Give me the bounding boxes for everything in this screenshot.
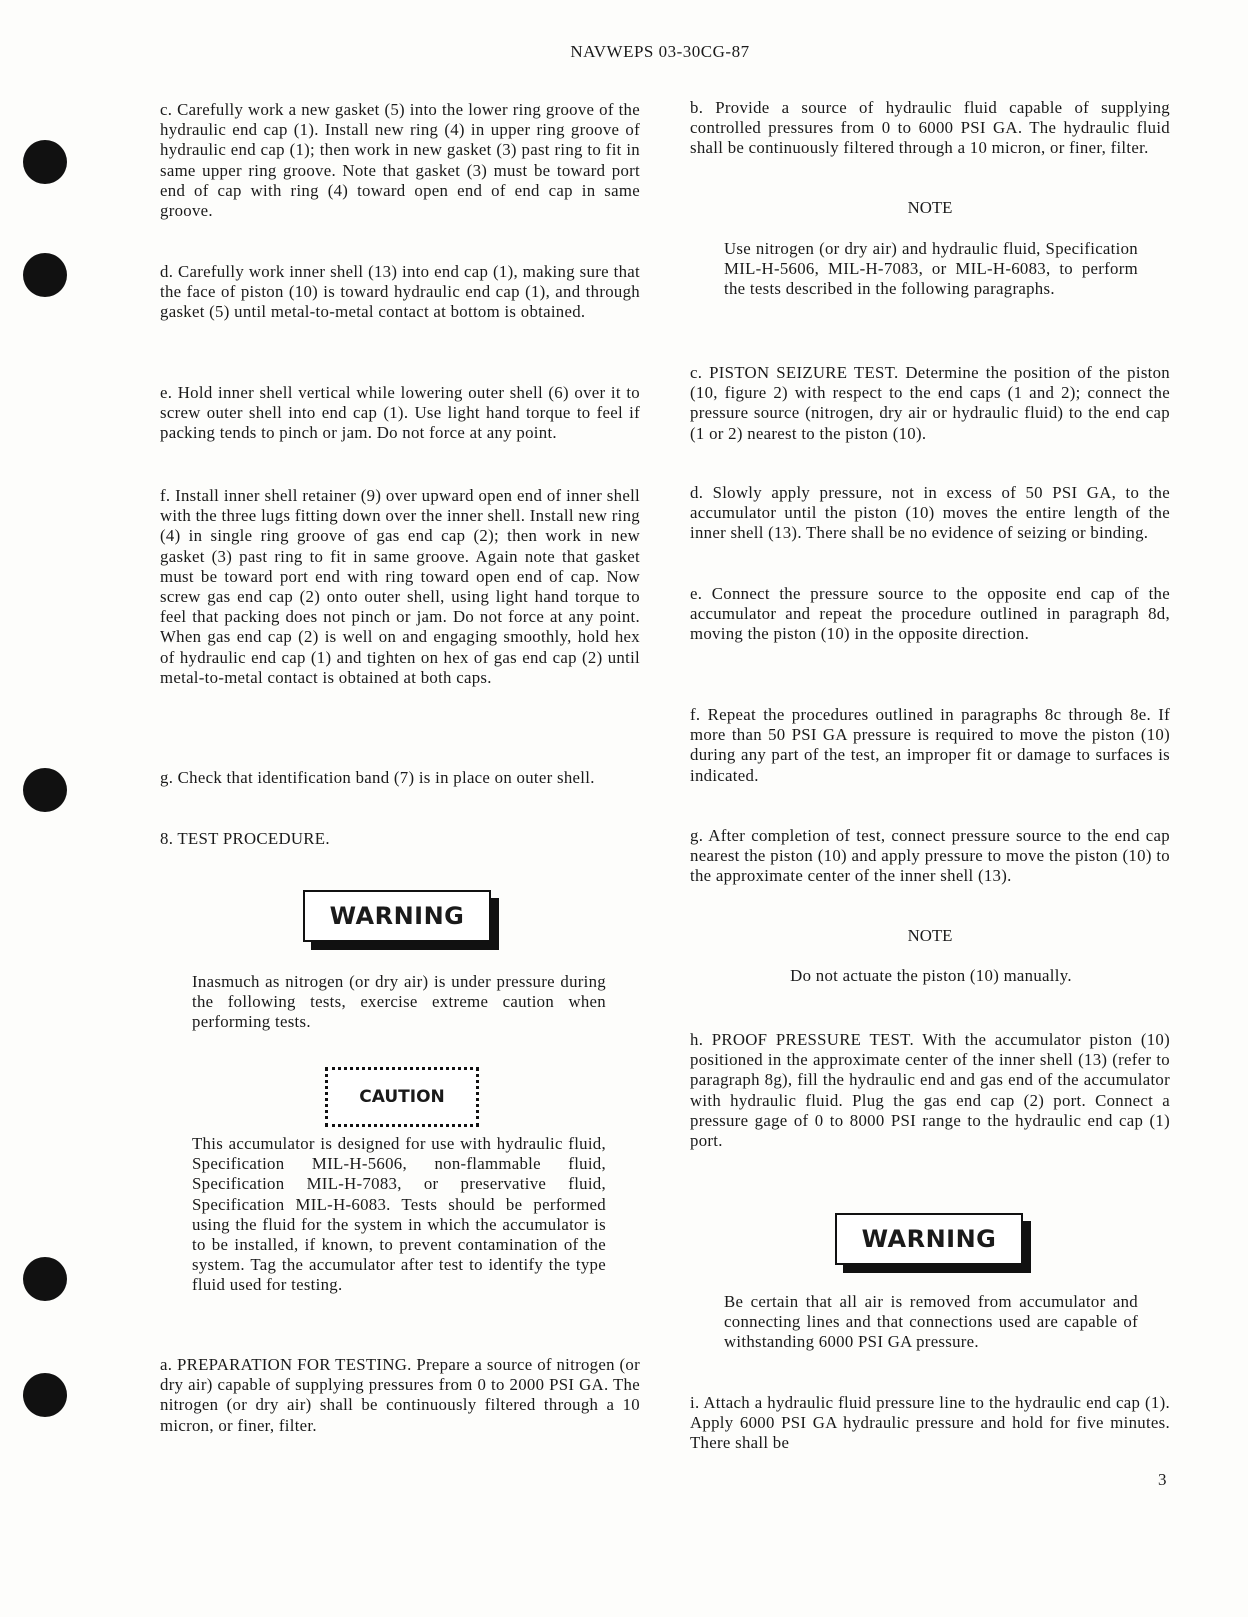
paragraph-c: c. Carefully work a new gasket (5) into the lower ring groove of the hydraulic end cap (1). Install new ring (4) in upper ring groove of hydraulic end cap (1); then work in new gasket (3) past ring to fit in same upper ring groove. Note that gasket (3) must be toward port end of cap with ring (4) toward open end of end cap in same groove. bbox=[160, 100, 640, 221]
paragraph-b: b. Provide a source of hydraulic fluid capable of supplying controlled pressures from 0 to 6000 PSI GA. The hydraulic fluid shall be continuously filtered through a 10 micron, or finer, filter. bbox=[690, 98, 1170, 158]
section-heading: 8. TEST PROCEDURE. bbox=[160, 829, 330, 848]
paragraph-d: d. Carefully work inner shell (13) into end cap (1), making sure that the face of piston (10) is toward hydraulic end cap (1), and through gasket (5) until metal-to-metal contact at bottom is obtained. bbox=[160, 262, 640, 322]
warning-box: WARNING bbox=[835, 1213, 1023, 1265]
paragraph-g-right: g. After completion of test, connect pressure source to the end cap nearest the piston (10) and apply pressure to move the piston (10) to the approximate center of the inner shell (13). bbox=[690, 826, 1170, 886]
paragraph-f-right: f. Repeat the procedures outlined in paragraphs 8c through 8e. If more than 50 PSI GA pressure is required to move the piston (10) during any part of the test, an improper fit or damage to surfaces is indicated. bbox=[690, 705, 1170, 785]
paragraph-a: a. PREPARATION FOR TESTING. Prepare a source of nitrogen (or dry air) capable of supplying pressures from 0 to 2000 PSI GA. The nitrogen (or dry air) shall be continuously filtered through a 10 micron, or finer, filter. bbox=[160, 1355, 640, 1435]
paragraph-f: f. Install inner shell retainer (9) over upward open end of inner shell with the three lugs fitting down over the inner shell. Install new ring (4) in single ring groove of gas end cap (2); then work in new gasket (3) past ring to fit in same groove. Again note that gasket must be toward port end with ring toward open end of cap. Now screw gas end cap (2) onto outer shell, using light hand torque to feel that packing does not pinch or jam. Do not force at any point. When gas end cap (2) is well on and engaging smoothly, hold hex of hydraulic end cap (1) and tighten on hex of gas end cap (2) until metal-to-metal contact is obtained at both caps. bbox=[160, 486, 640, 687]
note-text: Do not actuate the piston (10) manually. bbox=[790, 966, 1072, 985]
warning-text: Inasmuch as nitrogen (or dry air) is under pressure during the following tests, exercise extreme caution when performing tests. bbox=[192, 972, 606, 1032]
binder-hole bbox=[23, 1373, 67, 1417]
page-number: 3 bbox=[1158, 1470, 1167, 1489]
binder-hole bbox=[23, 768, 67, 812]
paragraph-i: i. Attach a hydraulic fluid pressure line to the hydraulic end cap (1). Apply 6000 PSI GA hydraulic pressure and hold for five minutes. There shall be bbox=[690, 1393, 1170, 1453]
paragraph-e-right: e. Connect the pressure source to the opposite end cap of the accumulator and repeat the procedure outlined in paragraph 8d, moving the piston (10) in the opposite direction. bbox=[690, 584, 1170, 644]
warning-box: WARNING bbox=[303, 890, 491, 942]
binder-hole bbox=[23, 253, 67, 297]
document-header: NAVWEPS 03-30CG-87 bbox=[570, 42, 750, 61]
caution-box: CAUTION bbox=[325, 1067, 479, 1127]
paragraph-d-right: d. Slowly apply pressure, not in excess of 50 PSI GA, to the accumulator until the piston (10) moves the entire length of the inner shell (13). There shall be no evidence of seizing or binding. bbox=[690, 483, 1170, 543]
warning-text: Be certain that all air is removed from accumulator and connecting lines and that connections used are capable of withstanding 6000 PSI GA pressure. bbox=[724, 1292, 1138, 1352]
caution-text: This accumulator is designed for use with hydraulic fluid, Specification MIL-H-5606, non-flammable fluid, Specification MIL-H-7083, or preservative fluid, Specification MIL-H-6083. Tests should be performed using the fluid for the system in which the accumulator is to be installed, if known, to prevent contamination of the system. Tag the accumulator after test to identify the type fluid used for testing. bbox=[192, 1134, 606, 1295]
paragraph-c-right: c. PISTON SEIZURE TEST. Determine the position of the piston (10, figure 2) with respect to the end caps (1 and 2); connect the pressure source (nitrogen, dry air or hydraulic fluid) to the end cap (1 or 2) nearest to the piston (10). bbox=[690, 363, 1170, 443]
binder-hole bbox=[23, 140, 67, 184]
note-text: Use nitrogen (or dry air) and hydraulic fluid, Specification MIL-H-5606, MIL-H-7083, or MIL-H-6083, to perform the tests described in the following paragraphs. bbox=[724, 239, 1138, 299]
note-label: NOTE bbox=[907, 926, 953, 945]
note-label: NOTE bbox=[907, 198, 953, 217]
paragraph-h: h. PROOF PRESSURE TEST. With the accumulator piston (10) positioned in the approximate center of the inner shell (13) (refer to paragraph 8g), fill the hydraulic end and gas end of the accumulator with hydraulic fluid. Plug the gas end cap (2) port. Connect a pressure gage of 0 to 8000 PSI range to the hydraulic end cap (1) port. bbox=[690, 1030, 1170, 1151]
paragraph-e: e. Hold inner shell vertical while lowering outer shell (6) over it to screw outer shell into end cap (1). Use light hand torque to feel if packing tends to pinch or jam. Do not force at any point. bbox=[160, 383, 640, 443]
binder-hole bbox=[23, 1257, 67, 1301]
paragraph-g: g. Check that identification band (7) is in place on outer shell. bbox=[160, 768, 595, 787]
